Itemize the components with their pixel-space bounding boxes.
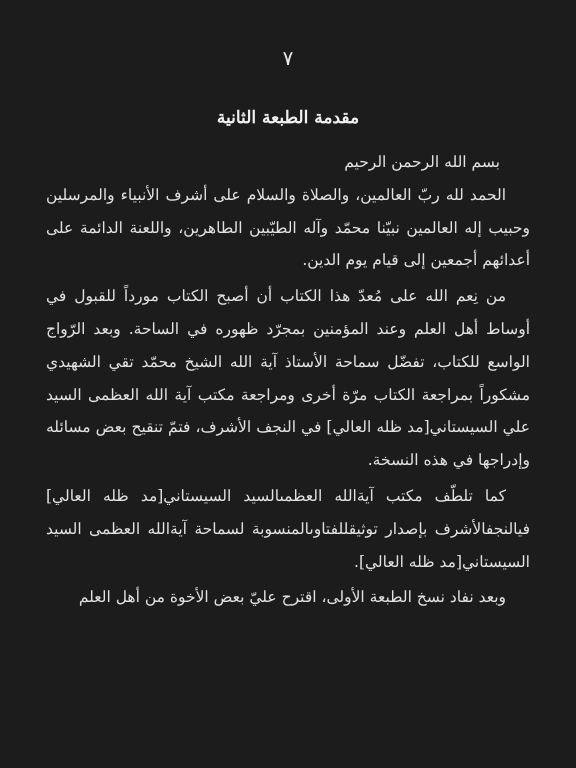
paragraph-basmala: بسم الله الرحمن الرحيم: [344, 153, 500, 171]
paragraph-blessings: من نِعم الله على مُعدّ هذا الكتاب أن أصبح الكتاب مورداً للقبول في أوساط أهل العلم وعند المؤمنين بمجرّد ظهوره في الساحة. وبعد الرّواج الواسع للكتاب، تفضّل سماحة الأستاذ آية الله الشيخ محمّد تقي الشهيدي مشكوراً بمراجعة الكتاب مرّة أخرى ومراجعة مكتب آية الله العظمى السيد علي السيستاني[مد ظله العالي] في النجف الأشرف، فتمّ تنقيح بعض مسائله وإدراجها في هذه النسخة.: [46, 287, 530, 470]
page-number: ٧: [282, 46, 294, 70]
paragraph-praise: الحمد لله ربّ العالمين، والصلاة والسلام على أشرف الأنبياء والمرسلين وحبيب إله العالمين نبيّنا محمّد وآله الطيّبين الطاهرين، واللعنة الدائمة على أعدائهم أجمعين إلى قيام يوم الدين.: [46, 185, 530, 270]
page-title: مقدمة الطبعة الثانية: [216, 108, 360, 128]
paragraph-office: كما تلطّف مكتب آيةالله العظمىالسيد السيستاني[مد ظله العالي] فيالنجفالأشرف بإصدار توثيقللفتاوىالمنسوبة لسماحة آيةالله العظمى السيد السيستاني[مد ظله العالي].: [46, 486, 530, 571]
paragraph-after-first-edition: وبعد نفاد نسخ الطبعة الأولى، اقترح عليّ بعض الأخوة من أهل العلم: [78, 588, 506, 607]
body-text: [46, 146, 530, 614]
